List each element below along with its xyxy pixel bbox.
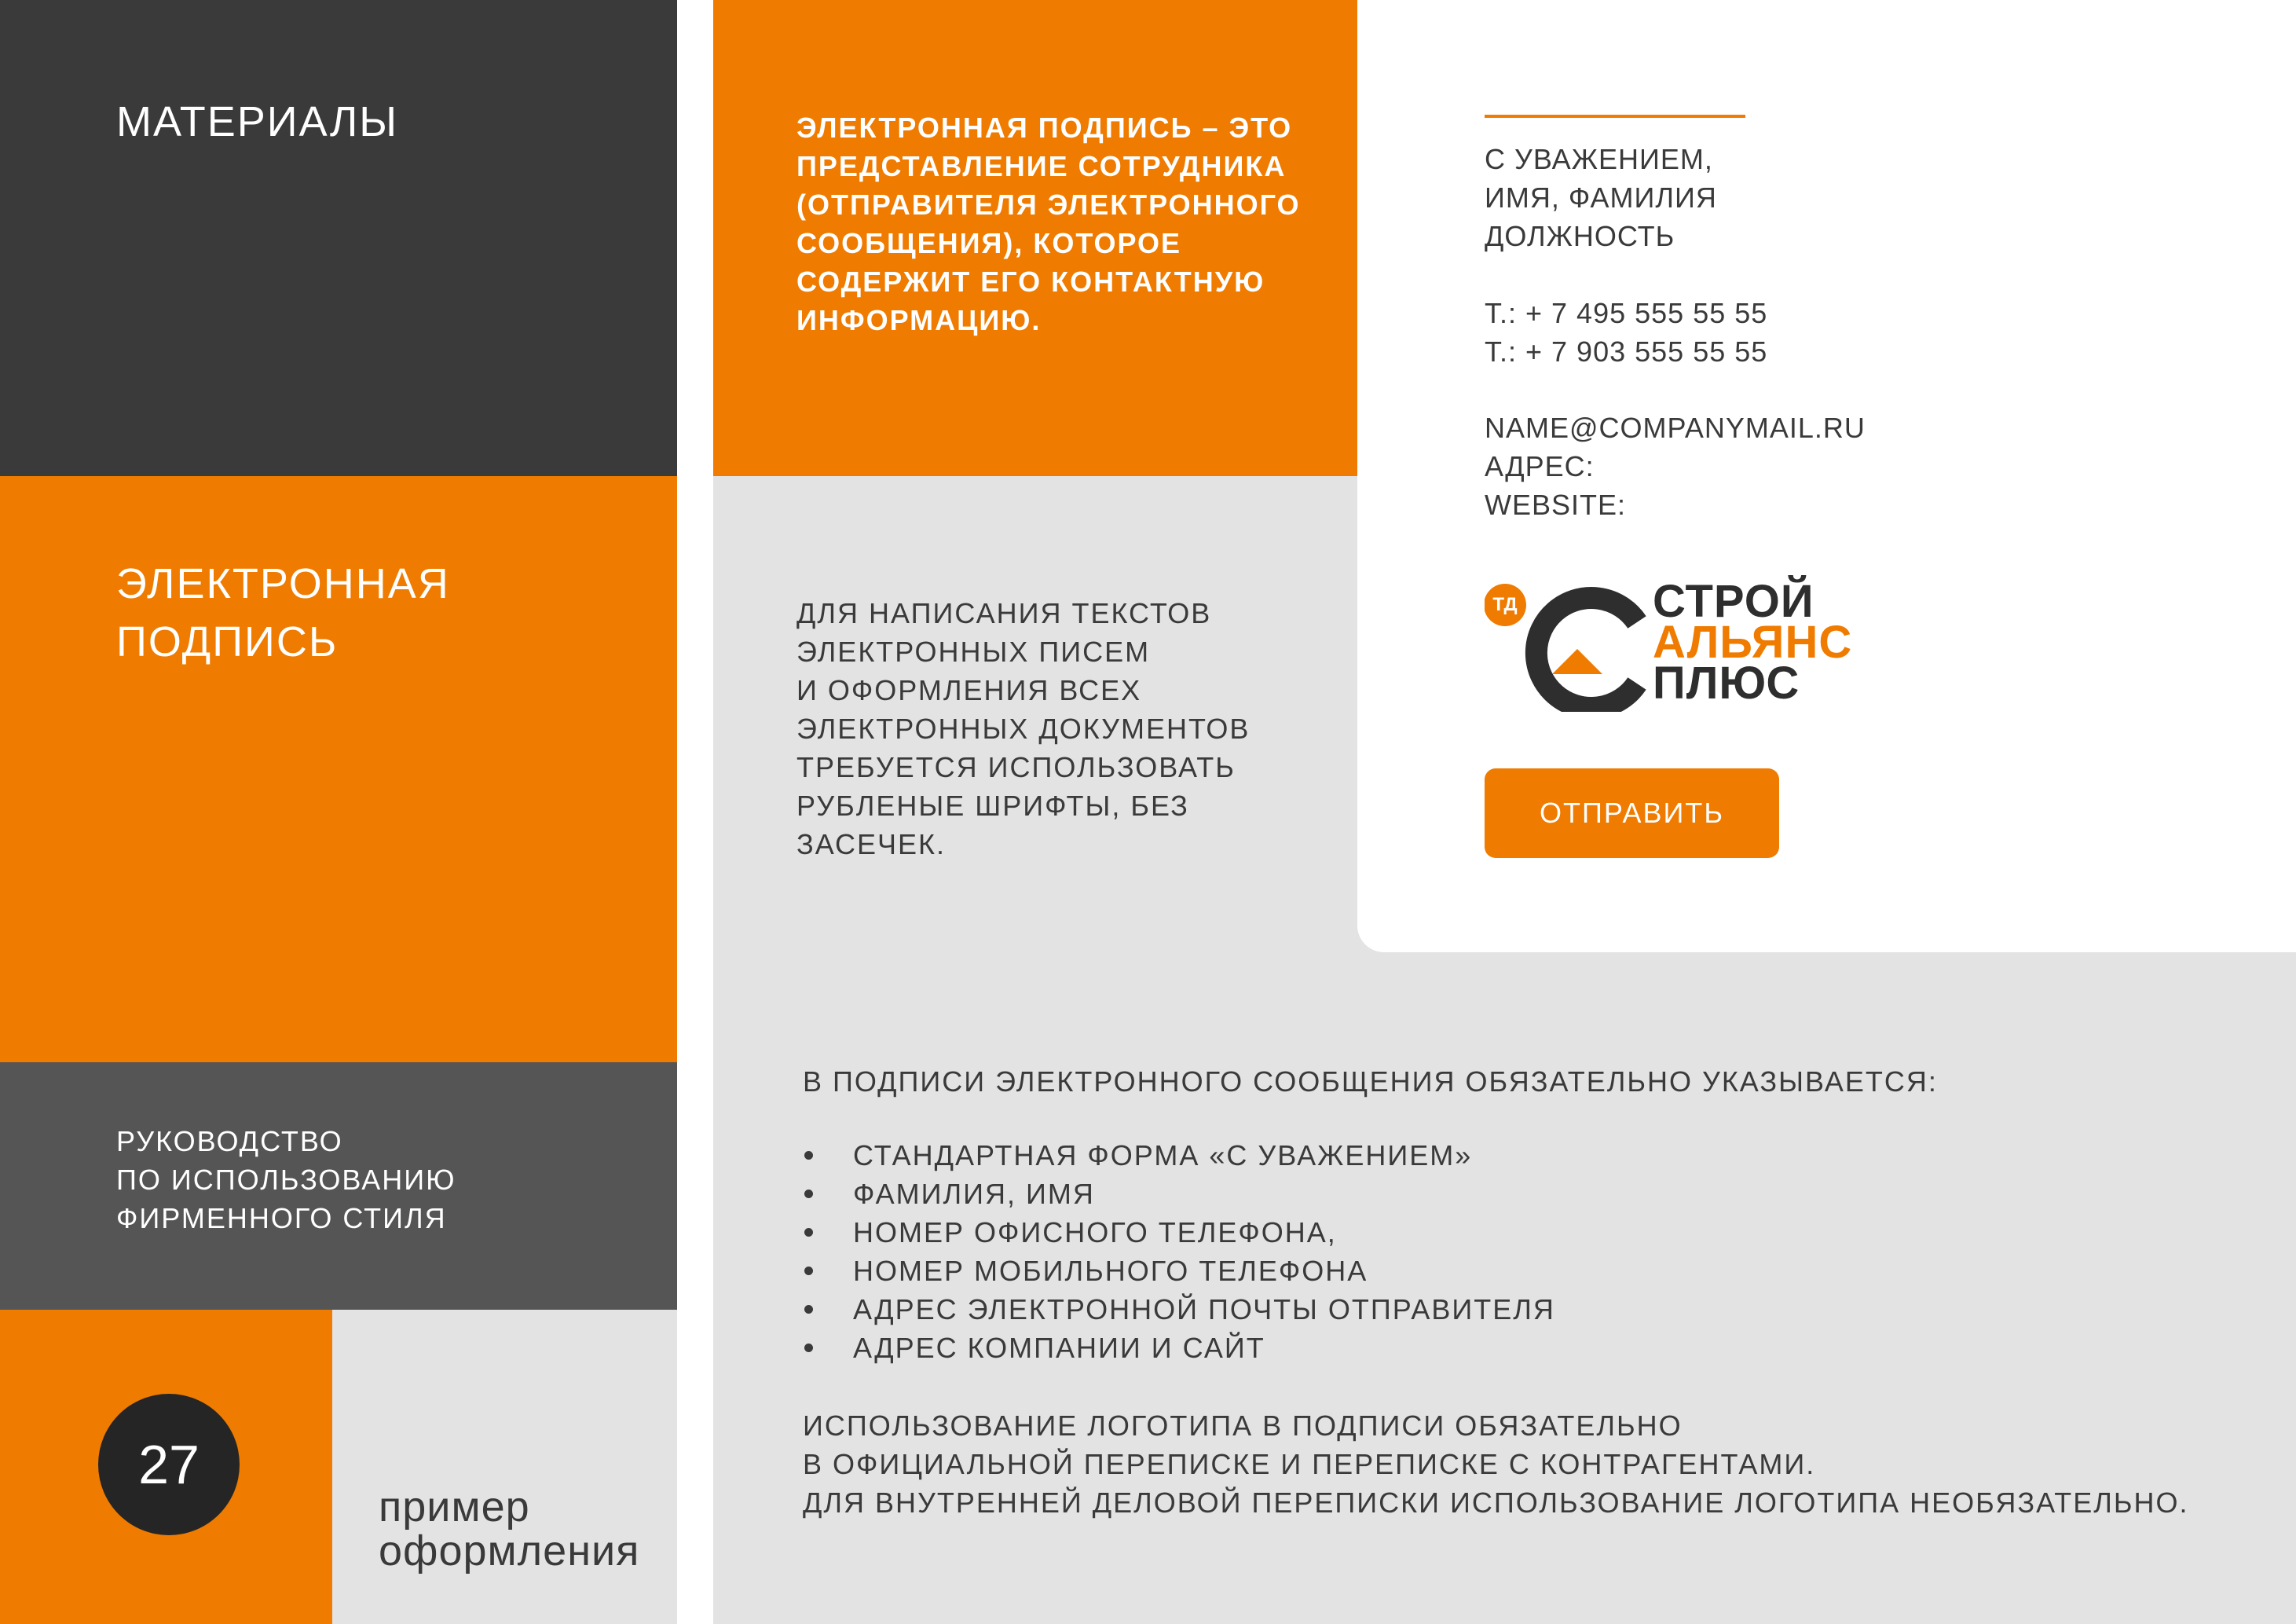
list-item <box>803 1252 1555 1290</box>
signature-email: NAME@COMPANYMAIL.RU <box>1485 412 1866 444</box>
signature-website: WEBSITE: <box>1485 489 1627 521</box>
logo-line-1: СТРОЙ <box>1653 576 1814 627</box>
page-title-line: ПОДПИСЬ <box>116 618 339 665</box>
fonts-note-line: ЭЛЕКТРОННЫХ ПИСЕМ <box>796 636 1151 668</box>
list-item <box>803 1290 1555 1329</box>
example-label-line: пример <box>379 1483 530 1531</box>
example-panel <box>332 1310 677 1624</box>
page-title-panel <box>0 476 677 1062</box>
bullet-icon <box>804 1305 813 1314</box>
logo-note-line: В ОФИЦИАЛЬНОЙ ПЕРЕПИСКЕ И ПЕРЕПИСКЕ С КОНТРАГЕНТАМИ. <box>803 1448 1816 1480</box>
signature-phones <box>1485 294 1767 371</box>
definition-line: (ОТПРАВИТЕЛЯ ЭЛЕКТРОННОГО <box>796 189 1301 221</box>
fonts-note-line: ЭЛЕКТРОННЫХ ДОКУМЕНТОВ <box>796 713 1251 745</box>
signature-greeting <box>1485 140 1717 255</box>
logo-line-3: ПЛЮС <box>1653 658 1800 709</box>
logo-badge: ТД <box>1492 594 1518 615</box>
bullet-icon <box>804 1228 813 1237</box>
list-item-text: НОМЕР ОФИСНОГО ТЕЛЕФОНА, <box>853 1216 1337 1248</box>
fonts-note <box>796 594 1268 863</box>
guide-title-line: ПО ИСПОЛЬЗОВАНИЮ <box>116 1164 456 1196</box>
fonts-note-line: ДЛЯ НАПИСАНИЯ ТЕКСТОВ <box>796 597 1212 629</box>
example-label-line: оформления <box>379 1527 640 1575</box>
logo-line-2: АЛЬЯНС <box>1653 617 1853 668</box>
list-item <box>803 1329 1555 1367</box>
list-item-text: НОМЕР МОБИЛЬНОГО ТЕЛЕФОНА <box>853 1255 1368 1287</box>
signature-regards: С УВАЖЕНИЕМ, <box>1485 143 1713 175</box>
list-item-text: АДРЕС ЭЛЕКТРОННОЙ ПОЧТЫ ОТПРАВИТЕЛЯ <box>853 1293 1555 1325</box>
page-title-line: ЭЛЕКТРОННАЯ <box>116 560 450 607</box>
bullet-icon <box>804 1344 813 1352</box>
logo-note-line: ДЛЯ ВНУТРЕННЕЙ ДЕЛОВОЙ ПЕРЕПИСКИ ИСПОЛЬЗОВАНИЕ ЛОГОТИПА НЕОБЯЗАТЕЛЬНО. <box>803 1487 2189 1519</box>
list-item <box>803 1136 1555 1175</box>
fonts-note-line: ЗАСЕЧЕК. <box>796 828 946 860</box>
bullet-icon <box>804 1267 813 1275</box>
send-button[interactable]: ОТПРАВИТЬ <box>1485 768 1779 858</box>
fonts-note-line: РУБЛЕНЫЕ ШРИФТЫ, БЕЗ <box>796 790 1189 822</box>
bullet-icon <box>804 1151 813 1160</box>
signature-name: ИМЯ, ФАМИЛИЯ <box>1485 181 1717 214</box>
page-title <box>116 555 450 671</box>
definition-line: ЭЛЕКТРОННАЯ ПОДПИСЬ – ЭТО <box>796 112 1293 144</box>
definition-line: ПРЕДСТАВЛЕНИЕ СОТРУДНИКА <box>796 150 1287 182</box>
fonts-note-line: И ОФОРМЛЕНИЯ ВСЕХ <box>796 674 1142 706</box>
list-item-text: ФАМИЛИЯ, ИМЯ <box>853 1178 1095 1210</box>
guide-title <box>116 1122 456 1237</box>
page-number: 27 <box>98 1394 240 1535</box>
logo-note-line: ИСПОЛЬЗОВАНИЕ ЛОГОТИПА В ПОДПИСИ ОБЯЗАТЕЛЬНО <box>803 1410 1683 1442</box>
bullet-icon <box>804 1190 813 1198</box>
guide-title-line: ФИРМЕННОГО СТИЛЯ <box>116 1202 447 1234</box>
signature-address: АДРЕС: <box>1485 450 1595 482</box>
signature-phone-mobile: Т.: + 7 903 555 55 55 <box>1485 335 1768 368</box>
example-label <box>379 1485 639 1573</box>
section-title: МАТЕРИАЛЫ <box>116 98 399 145</box>
materials-panel <box>0 0 677 476</box>
signature-divider <box>1485 115 1745 118</box>
definition-line: СОДЕРЖИТ ЕГО КОНТАКТНУЮ <box>796 266 1265 298</box>
definition-line: СООБЩЕНИЯ), КОТОРОЕ <box>796 227 1182 259</box>
column-divider <box>677 0 713 1624</box>
list-item-text: СТАНДАРТНАЯ ФОРМА «С УВАЖЕНИЕМ» <box>853 1139 1473 1171</box>
list-item <box>803 1175 1555 1213</box>
guide-title-line: РУКОВОДСТВО <box>116 1125 343 1157</box>
signature-contacts <box>1485 409 1866 524</box>
requirements-intro: В ПОДПИСИ ЭЛЕКТРОННОГО СООБЩЕНИЯ ОБЯЗАТЕЛЬНО УКАЗЫВАЕТСЯ: <box>803 1065 1938 1098</box>
signature-phone-office: Т.: + 7 495 555 55 55 <box>1485 297 1768 329</box>
fonts-note-line: ТРЕБУЕТСЯ ИСПОЛЬЗОВАТЬ <box>796 751 1236 783</box>
definition-text <box>796 108 1331 339</box>
requirements-list <box>803 1136 1555 1367</box>
logo-usage-note <box>803 1406 2189 1522</box>
definition-line: ИНФОРМАЦИЮ. <box>796 304 1042 336</box>
company-logo <box>1485 578 1862 712</box>
signature-position: ДОЛЖНОСТЬ <box>1485 220 1675 252</box>
list-item-text: АДРЕС КОМПАНИИ И САЙТ <box>853 1332 1265 1364</box>
list-item <box>803 1213 1555 1252</box>
guide-panel <box>0 1062 677 1310</box>
